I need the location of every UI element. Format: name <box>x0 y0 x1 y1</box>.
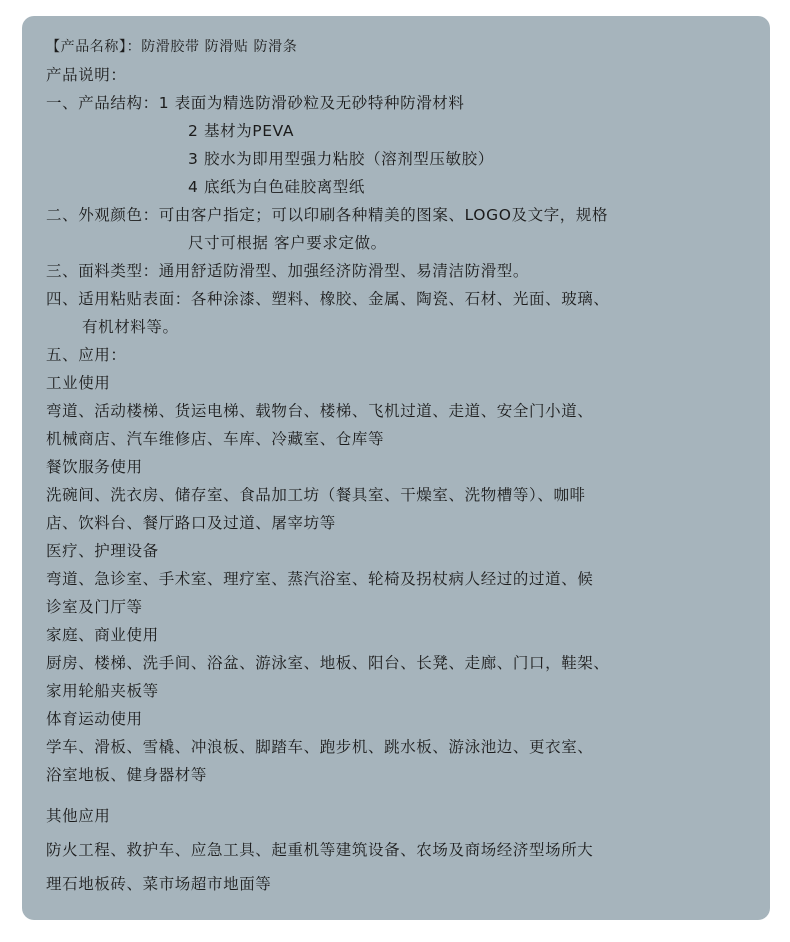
text-line: 4 底纸为白色硅胶离型纸 <box>188 178 365 196</box>
text-line: 诊室及门厅等 <box>46 598 143 616</box>
category-heading: 体育运动使用 <box>46 710 143 728</box>
text-line: 学车、滑板、雪橇、冲浪板、脚踏车、跑步机、跳水板、游泳池边、更衣室、 <box>46 738 594 756</box>
text-line: 三、面料类型：通用舒适防滑型、加强经济防滑型、易清洁防滑型。 <box>46 262 530 280</box>
text-line: 弯道、活动楼梯、货运电梯、载物台、楼梯、飞机过道、走道、安全门小道、 <box>46 402 594 420</box>
text-line: 厨房、楼梯、洗手间、浴盆、游泳室、地板、阳台、长凳、走廊、门口，鞋架、 <box>46 654 610 672</box>
text-line: 尺寸可根据 客户要求定做。 <box>188 234 387 252</box>
text-line: 洗碗间、洗衣房、储存室、食品加工坊（餐具室、干燥室、洗物槽等）、咖啡 <box>46 486 586 504</box>
text-line: 机械商店、汽车维修店、车库、冷藏室、仓库等 <box>46 430 385 448</box>
text-line: 理石地板砖、菜市场超市地面等 <box>46 875 272 893</box>
text-line: 二、外观颜色：可由客户指定；可以印刷各种精美的图案、LOGO及文字，规格 <box>46 206 609 224</box>
category-heading: 工业使用 <box>46 374 111 392</box>
text-line: 弯道、急诊室、手术室、理疗室、蒸汽浴室、轮椅及拐杖病人经过的过道、候 <box>46 570 594 588</box>
text-line: 一、产品结构：1 表面为精选防滑砂粒及无砂特种防滑材料 <box>46 94 465 112</box>
text-line: 有机材料等。 <box>82 318 179 336</box>
category-heading: 医疗、护理设备 <box>46 542 159 560</box>
text-line: 家用轮船夹板等 <box>46 682 159 700</box>
text-line: 产品说明： <box>46 66 127 84</box>
text-line: 浴室地板、健身器材等 <box>46 766 208 784</box>
section-heading: 五、应用： <box>46 346 127 364</box>
text-line: 2 基材为PEVA <box>188 122 295 140</box>
category-heading: 家庭、商业使用 <box>46 626 159 644</box>
text-line: 店、饮料台、餐厅路口及过道、屠宰坊等 <box>46 514 336 532</box>
text-line: 3 胶水为即用型强力粘胶（溶剂型压敏胶） <box>188 150 494 168</box>
category-heading: 餐饮服务使用 <box>46 458 143 476</box>
text-line: 防火工程、救护车、应急工具、起重机等建筑设备、农场及商场经济型场所大 <box>46 841 594 859</box>
product-name-line: 【产品名称】：防滑胶带 防滑贴 防滑条 <box>46 39 298 55</box>
text-line: 四、适用粘贴表面：各种涂漆、塑料、橡胶、金属、陶瓷、石材、光面、玻璃、 <box>46 290 610 308</box>
category-heading: 其他应用 <box>46 807 111 825</box>
